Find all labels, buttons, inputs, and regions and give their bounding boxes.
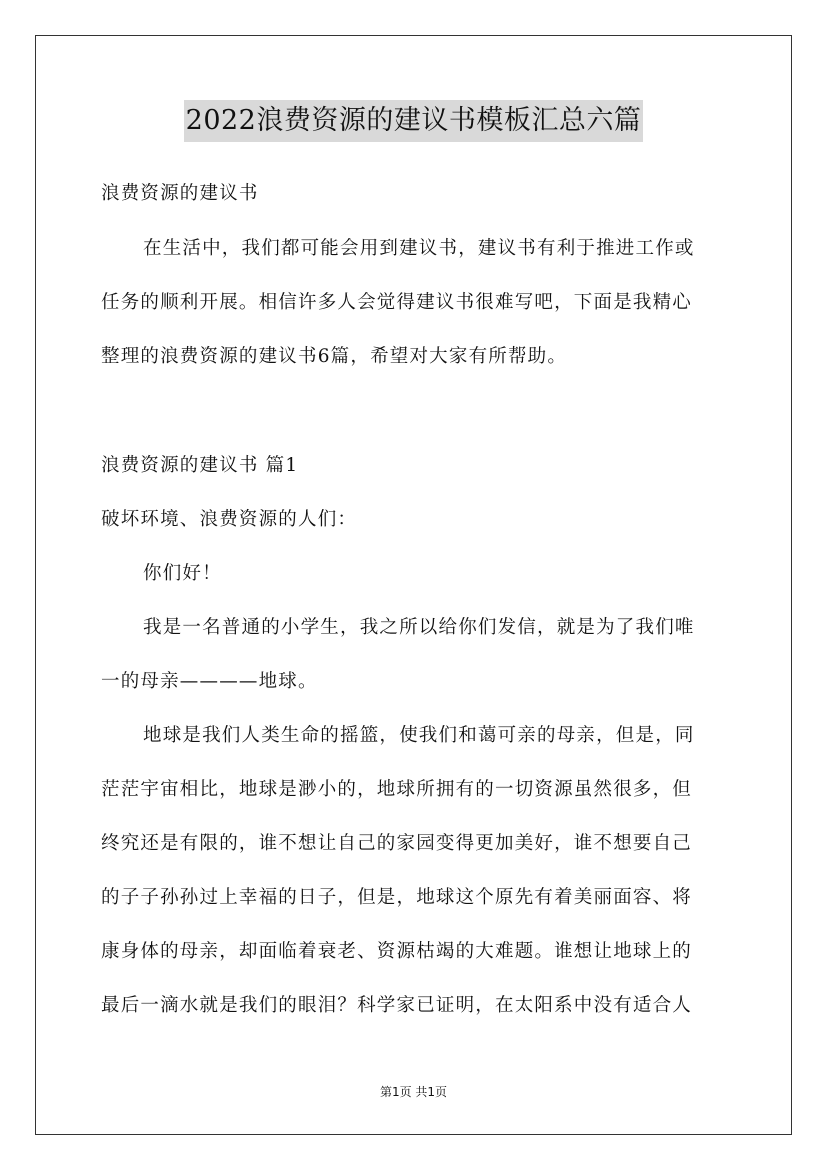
paragraph-line: 的子子孙孙过上幸福的日子，但是，地球这个原先有着美丽面容、将 xyxy=(101,887,693,908)
paragraph-line: 任务的顺利开展。相信许多人会觉得建议书很难写吧，下面是我精心 xyxy=(101,292,693,313)
greeting: 你们好！ xyxy=(143,563,222,584)
paragraph-line: 茫茫宇宙相比，地球是渺小的，地球所拥有的一切资源虽然很多，但 xyxy=(101,779,693,800)
page-footer: 第1页 共1页 xyxy=(379,1085,448,1099)
section-heading: 浪费资源的建议书 xyxy=(101,183,259,204)
paragraph-line: 终究还是有限的，谁不想让自己的家园变得更加美好，谁不想要自己 xyxy=(101,833,693,854)
paragraph-line: 一的母亲————地球。 xyxy=(101,671,318,692)
paragraph-line: 整理的浪费资源的建议书6篇，希望对大家有所帮助。 xyxy=(101,346,568,367)
paragraph-line: 康身体的母亲，却面临着衰老、资源枯竭的大难题。谁想让地球上的 xyxy=(101,941,693,962)
paragraph-line: 在生活中，我们都可能会用到建议书，建议书有利于推进工作或 xyxy=(143,238,695,259)
paragraph-line: 我是一名普通的小学生，我之所以给你们发信，就是为了我们唯 xyxy=(143,617,695,638)
salutation: 破坏环境、浪费资源的人们： xyxy=(101,509,358,530)
article-heading: 浪费资源的建议书 篇1 xyxy=(101,455,299,476)
paragraph-line: 最后一滴水就是我们的眼泪？科学家已证明，在太阳系中没有适合人 xyxy=(101,995,693,1016)
paragraph-line: 地球是我们人类生命的摇篮，使我们和蔼可亲的母亲，但是，同 xyxy=(143,725,695,746)
document-title: 2022浪费资源的建议书模板汇总六篇 xyxy=(184,100,644,142)
title-container xyxy=(0,100,827,142)
